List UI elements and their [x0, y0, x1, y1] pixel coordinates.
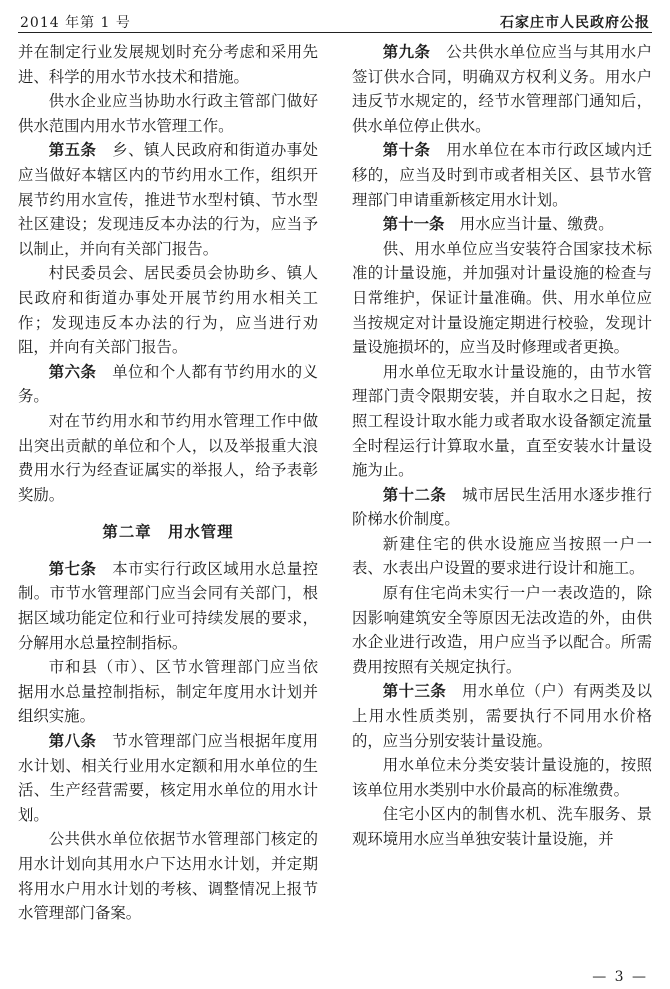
paragraph-text: 用水应当计量、缴费。: [459, 215, 614, 234]
article-paragraph: [18, 138, 318, 261]
article-number: 第十一条: [382, 215, 445, 234]
article-number: 第五条: [48, 141, 97, 160]
article-number: 第九条: [382, 43, 431, 61]
paragraph: [18, 89, 318, 138]
paragraph: [352, 237, 652, 360]
paragraph-text: 用水单位无取水计量设施的，由节水管理部门责令限期安装，并自取水之日起，按照工程设计取水能力或者取水设备额定流量全时程运行计算取水量，直至安装水计量设施为止。: [352, 362, 652, 480]
paragraph: [352, 360, 652, 483]
page-number: — 3 —: [592, 969, 648, 985]
article-number: 第八条: [48, 732, 97, 751]
article-paragraph: [18, 729, 318, 827]
paragraph: [352, 753, 652, 802]
article-number: 第十二条: [382, 485, 447, 504]
paragraph-text: 住宅小区内的制售水机、洗车服务、景观环境用水应当单独安装计量设施，并: [352, 805, 652, 848]
chapter-heading: 第二章 用水管理: [102, 523, 234, 542]
paragraph: [18, 827, 318, 925]
article-paragraph: [352, 138, 652, 212]
article-number: 第十三条: [382, 682, 447, 701]
paragraph: [18, 40, 318, 89]
article-number: 第六条: [48, 362, 97, 381]
article-paragraph: [352, 483, 652, 532]
paragraph-text: 公共供水单位应当与其用水户签订供水合同，明确双方权利义务。用水户违反节水规定的，经节水管理部门通知后，供水单位停止供水。: [352, 43, 652, 135]
paragraph-text: 原有住宅尚未实行一户一表改造的，除因影响建筑安全等原因无法改造的外，由供水企业进行改造，用户应当予以配合。所需费用按照有关规定执行。: [352, 584, 652, 676]
article-paragraph: [18, 360, 318, 409]
left-column: [18, 40, 318, 926]
paragraph-text: 乡、镇人民政府和街道办事处应当做好本辖区内的节约用水工作，组织开展节约用水宣传，推进节水型村镇、节水型社区建设；发现违反本办法的行为，应当予以制止，并向有关部门报告。: [18, 141, 318, 258]
paragraph-text: 用水单位在本市行政区域内迁移的，应当及时到市或者相关区、县节水管理部门申请重新核定用水计划。: [352, 141, 652, 209]
issue-label: 2014 年第 1 号: [20, 15, 131, 31]
paragraph: [18, 655, 318, 729]
paragraph-text: 节水管理部门应当根据年度用水计划、相关行业用水定额和用水单位的生活、生产经营需要，核定用水单位的用水计划。: [18, 732, 318, 824]
paragraph-text: 用水单位（户）有两类及以上用水性质类别，需要执行不同用水价格的，应当分别安装计量设施。: [352, 682, 652, 750]
paragraph-text: 对在节约用水和节约用水管理工作中做出突出贡献的单位和个人，以及举报重大浪费用水行为经查证属实的举报人，给予表彰奖励。: [18, 411, 318, 504]
paragraph: [352, 532, 652, 581]
article-paragraph: [352, 212, 652, 237]
article-paragraph: [18, 557, 318, 655]
paragraph: [18, 261, 318, 359]
article-paragraph: [352, 679, 652, 753]
paragraph-text: 新建住宅的供水设施应当按照一户一表、水表出户设置的要求进行设计和施工。: [352, 534, 652, 578]
paragraph-text: 供、用水单位应当安装符合国家技术标准的计量设施，并加强对计量设施的检查与日常维护，保证计量准确。供、用水单位应当按规定对计量设施定期进行校验，发现计量设施损坏的，应当及时修理或者更换。: [352, 239, 652, 357]
paragraph-text: 市和县（市）、区节水管理部门应当依据用水总量控制指标，制定年度用水计划并组织实施。: [18, 658, 318, 726]
page-header: [18, 10, 652, 33]
paragraph-text: 并在制定行业发展规划时充分考虑和采用先进、科学的用水节水技术和措施。: [18, 43, 318, 86]
paragraph-text: 城市居民生活用水逐步推行阶梯水价制度。: [352, 485, 652, 529]
paragraph: [352, 581, 652, 679]
paragraph-text: 单位和个人都有节约用水的义务。: [18, 362, 318, 406]
paragraph: [352, 802, 652, 851]
article-number: 第十条: [382, 141, 431, 160]
article-number: 第七条: [48, 559, 97, 578]
paragraph: [18, 409, 318, 507]
paragraph-text: 公共供水单位依据节水管理部门核定的用水计划向其用水户下达用水计划，并定期将用水户用水计划的考核、调整情况上报节水管理部门备案。: [18, 830, 318, 923]
publication-title: 石家庄市人民政府公报: [500, 15, 650, 31]
paragraph-text: 村民委员会、居民委员会协助乡、镇人民政府和街道办事处开展节约用水相关工作；发现违反本办法的行为，应当进行劝阻，并向有关部门报告。: [18, 264, 318, 357]
paragraph-text: 本市实行行政区域用水总量控制。市节水管理部门应当会同有关部门，根据区域功能定位和行业可持续发展的要求，分解用水总量控制指标。: [18, 559, 318, 652]
article-paragraph: [352, 40, 652, 138]
right-column: [352, 40, 652, 852]
paragraph-text: 供水企业应当协助水行政主管部门做好供水范围内用水节水管理工作。: [18, 92, 318, 135]
paragraph-text: 用水单位未分类安装计量设施的，按照该单位用水类别中水价最高的标准缴费。: [352, 756, 652, 799]
